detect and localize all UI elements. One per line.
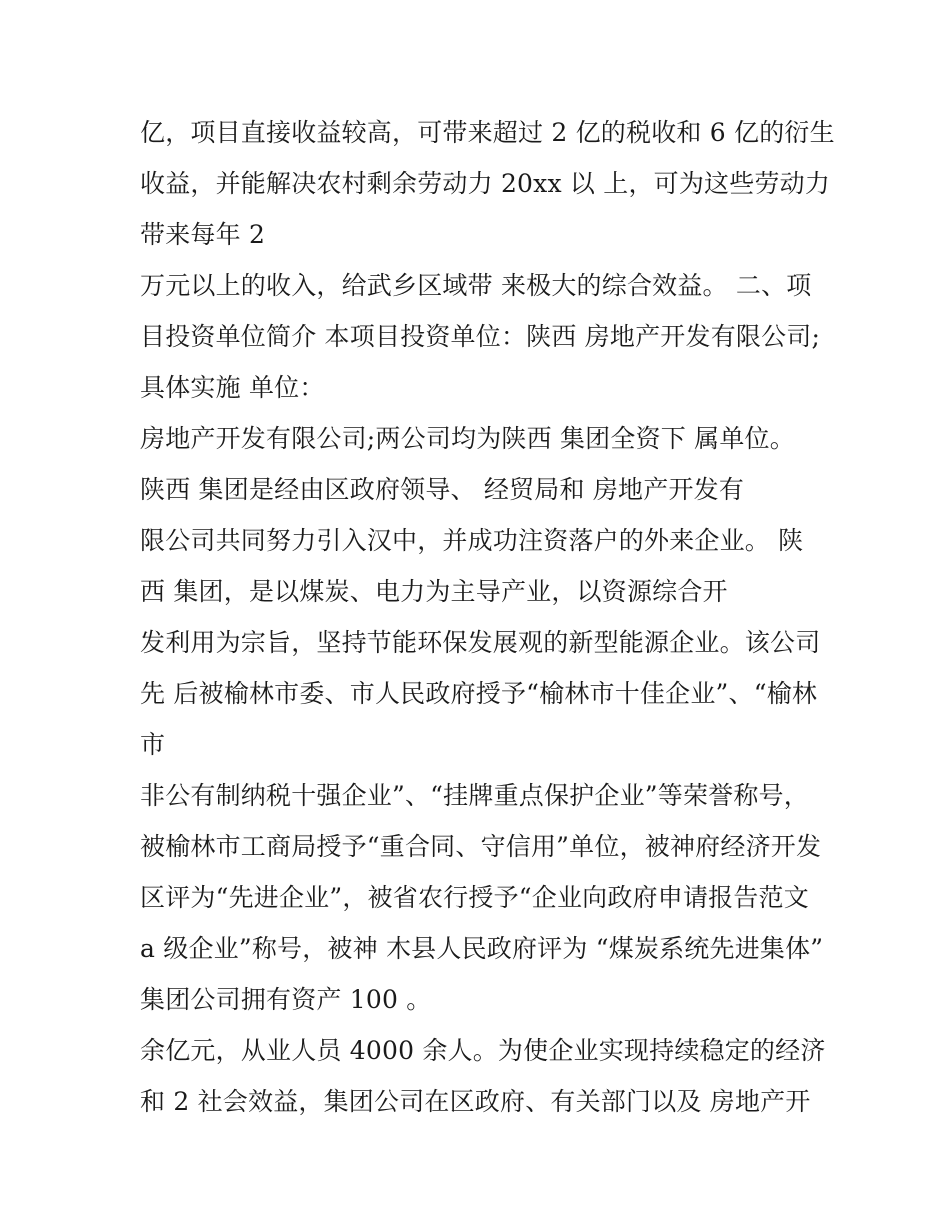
text-line: 收益，并能解决农村剩余劳动力 20xx 以 上，可为这些劳动力 bbox=[140, 169, 831, 198]
text-line: 先 后被榆林市委、市人民政府授予“榆林市十佳企业”、“榆林 bbox=[140, 679, 818, 708]
text-line: 余亿元，从业人员 4000 余人。为使企业实现持续稳定的经济 bbox=[140, 1036, 826, 1065]
text-line: 和 2 社会效益，集团公司在区政府、有关部门以及 房地产开 bbox=[140, 1087, 811, 1116]
text-line: 亿，项目直接收益较高，可带来超过 2 亿的税收和 6 亿的衍生 bbox=[140, 118, 835, 147]
text-line: 目投资单位简介 本项目投资单位：陕西 房地产开发有限公司; bbox=[140, 322, 821, 351]
text-line: 西 集团，是以煤炭、电力为主导产业，以资源综合开 bbox=[140, 577, 728, 606]
text-line: 具体实施 单位： bbox=[140, 373, 325, 402]
text-line: a 级企业”称号，被神 木县人民政府评为 “煤炭系统先进集体” bbox=[140, 934, 824, 963]
text-line: 发利用为宗旨，坚持节能环保发展观的新型能源企业。该公司 bbox=[140, 628, 821, 657]
text-line: 陕西 集团是经由区政府领导、 经贸局和 房地产开发有 bbox=[140, 475, 745, 504]
text-line: 带来每年 2 bbox=[140, 220, 266, 249]
text-line: 集团公司拥有资产 100 。 bbox=[140, 985, 432, 1014]
text-line: 房地产开发有限公司;两公司均为陕西 集团全资下 属单位。 bbox=[140, 424, 795, 453]
text-line: 被榆林市工商局授予“重合同、守信用”单位，被神府经济开发 bbox=[140, 832, 822, 861]
body-text bbox=[140, 107, 835, 1127]
text-line: 限公司共同努力引入汉中，并成功注资落户的外来企业。 陕 bbox=[140, 526, 804, 555]
text-line: 万元以上的收入，给武乡区域带 来极大的综合效益。 二、项 bbox=[140, 271, 812, 300]
text-line: 市 bbox=[140, 730, 166, 759]
text-line: 区评为“先进企业”，被省农行授予“企业向政府申请报告范文 bbox=[140, 883, 809, 912]
text-line: 非公有制纳税十强企业”、“挂牌重点保护企业”等荣誉称号， bbox=[140, 781, 809, 810]
